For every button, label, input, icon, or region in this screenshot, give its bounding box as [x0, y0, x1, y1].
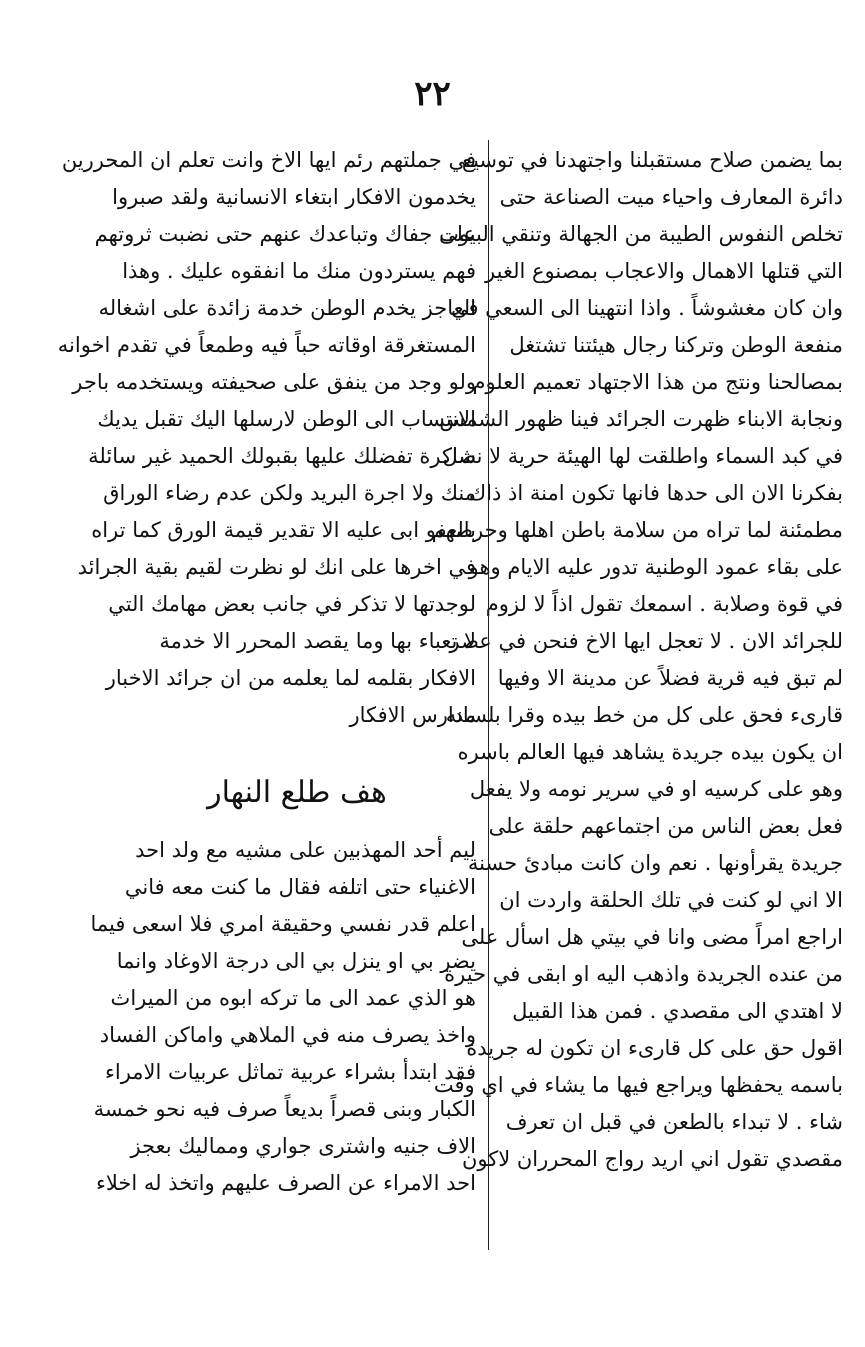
text-line: المستغرقة اوقاته حباً فيه وطمعاً في تقدم اخوانه	[57, 333, 476, 357]
text-line: بمصالحنا ونتج من هذا الاجتهاد تعميم العلوم	[472, 370, 843, 394]
right-column	[431, 142, 843, 1178]
text-line: منك ولا اجرة البريد ولكن عدم رضاء الوراق	[103, 481, 476, 505]
text-line: الاغنياء حتى اتلفه فقال ما كنت معه فاني	[124, 875, 476, 899]
text-line: لم تبق فيه قرية فضلاً عن مدينة الا وفيها	[497, 666, 843, 690]
text-line: من عنده الجريدة واذهب اليه او ابقى في حيرة	[444, 962, 843, 986]
text-line: الافكار بقلمه لما يعلمه من ان جرائد الاخبار	[105, 666, 476, 690]
text-line: مقصدي تقول اني اريد رواج المحرران لاكون	[461, 1147, 843, 1171]
text-line: الانتساب الى الوطن لارسلها اليك تقبل يديك	[97, 407, 476, 431]
text-line: لوجدتها لا تذكر في جانب بعض مهامك التي	[108, 592, 476, 616]
text-line: لا اهتدي الى مقصدي . فمن هذا القبيل	[512, 999, 843, 1023]
text-line: فهم يستردون منك ما انفقوه عليك . وهذا	[122, 259, 476, 283]
text-line: ولو وجد من ينفق على صحيفته ويستخدمه باجر	[72, 370, 476, 394]
text-line: اقول حق على كل قارىء ان تكون له جريدة	[466, 1036, 843, 1060]
text-line: يضر بي او ينزل بي الى درجة الاوغاد وانما	[116, 949, 476, 973]
text-line: جريدة يقرأونها . نعم وان كانت مبادئ حسنة	[467, 851, 843, 875]
page-number: ٢٢	[414, 74, 451, 114]
text-line: يخدمون الافكار ابتغاء الانسانية ولقد صبروا	[112, 185, 476, 209]
text-line: في كبد السماء واطلقت لها الهيئة حرية لا نصل	[442, 444, 843, 468]
text-line: في قوة وصلابة . اسمعك تقول اذاً لا لزوم	[485, 592, 843, 616]
text-line: التي قتلها الاهمال والاعجاب بمصنوع الغير	[485, 259, 843, 283]
text-line: فعل بعض الناس من اجتماعهم حلقة على	[488, 814, 843, 838]
text-line: شاكرة تفضلك عليها بقبولك الحميد غير سائلة	[88, 444, 476, 468]
text-line: اراجع امراً مضى وانا في بيتي هل اسأل على	[461, 925, 843, 949]
text-line: وهو على كرسيه او في سرير نومه ولا يفعل	[469, 777, 843, 801]
left-column	[57, 142, 476, 1202]
text-line: شاء . لا تبداء بالطعن في قبل ان تعرف	[505, 1110, 843, 1134]
text-line: قارىء فحق على كل من خط بيده وقرا بلسانه	[445, 703, 843, 727]
text-line: تخلص النفوس الطيبة من الجهالة وتنقي البيوت	[439, 222, 843, 246]
text-line: وان كان مغشوشاً . واذا انتهينا الى السعي في	[450, 296, 843, 320]
text-line: العاجز يخدم الوطن خدمة زائدة على اشغاله	[98, 296, 476, 320]
text-line: لا تعباء بها وما يقصد المحرر الا خدمة	[159, 629, 476, 653]
text-line: على بقاء عمود الوطنية تدور عليه الايام وهو	[468, 555, 843, 579]
text-line: هو الذي عمد الى ما تركه ابوه من الميراث	[110, 986, 476, 1010]
text-line: باسمه يحفظها ويراجع فيها ما يشاء في اي وقت	[433, 1073, 843, 1097]
text-line: احد الامراء عن الصرف عليهم واتخذ له اخلاء	[96, 1171, 476, 1195]
text-line: مدارس الافكار	[349, 703, 476, 727]
text-line: للجرائد الان . لا تعجل ايها الاخ فنحن في عصر	[449, 629, 843, 653]
text-line: ونجابة الابناء ظهرت الجرائد فينا ظهور الشمس	[439, 407, 843, 431]
text-line: مطمئنة لما تراه من سلامة باطن اهلها وحرصهم	[431, 518, 843, 542]
text-line: ان يكون بيده جريدة يشاهد فيها العالم باسره	[457, 740, 843, 764]
text-line: منفعة الوطن وتركنا رجال هيئتنا تشتغل	[509, 333, 843, 357]
column-divider	[488, 140, 489, 1250]
text-line: الاف جنيه واشترى جواري ومماليك بعجز	[130, 1134, 476, 1158]
text-line: ليم أحد المهذبين على مشيه مع ولد احد	[135, 838, 476, 862]
text-line: واخذ يصرف منه في الملاهي واماكن الفساد	[99, 1023, 476, 1047]
text-line: بما يضمن صلاح مستقبلنا واجتهدنا في توسيع	[461, 148, 843, 172]
text-line: بالعفو ابى عليه الا تقدير قيمة الورق كما تراه	[91, 518, 476, 542]
text-line: اعلم قدر نفسي وحقيقة امري فلا اسعى فيما	[90, 912, 476, 936]
text-line: بفكرنا الان الى حدها فانها تكون امنة اذ ذاك	[468, 481, 843, 505]
text-line: في جملتهم رئم ايها الاخ وانت تعلم ان المحررين	[61, 148, 476, 172]
text-line: الا اني لو كنت في تلك الحلقة واردت ان	[499, 888, 843, 912]
text-line: على جفاك وتباعدك عنهم حتى نضبت ثروتهم	[94, 222, 476, 246]
text-line: دائرة المعارف واحياء ميت الصناعة حتى	[499, 185, 843, 209]
text-line: فقد ابتدأ بشراء عربية تماثل عربيات الامراء	[105, 1060, 476, 1084]
section-heading: هف طلع النهار	[207, 775, 387, 810]
text-line: في اخرها على انك لو نظرت لقيم بقية الجرائد	[77, 555, 476, 579]
text-line: الكبار وبنى قصراً بديعاً صرف فيه نحو خمسة	[93, 1097, 476, 1121]
